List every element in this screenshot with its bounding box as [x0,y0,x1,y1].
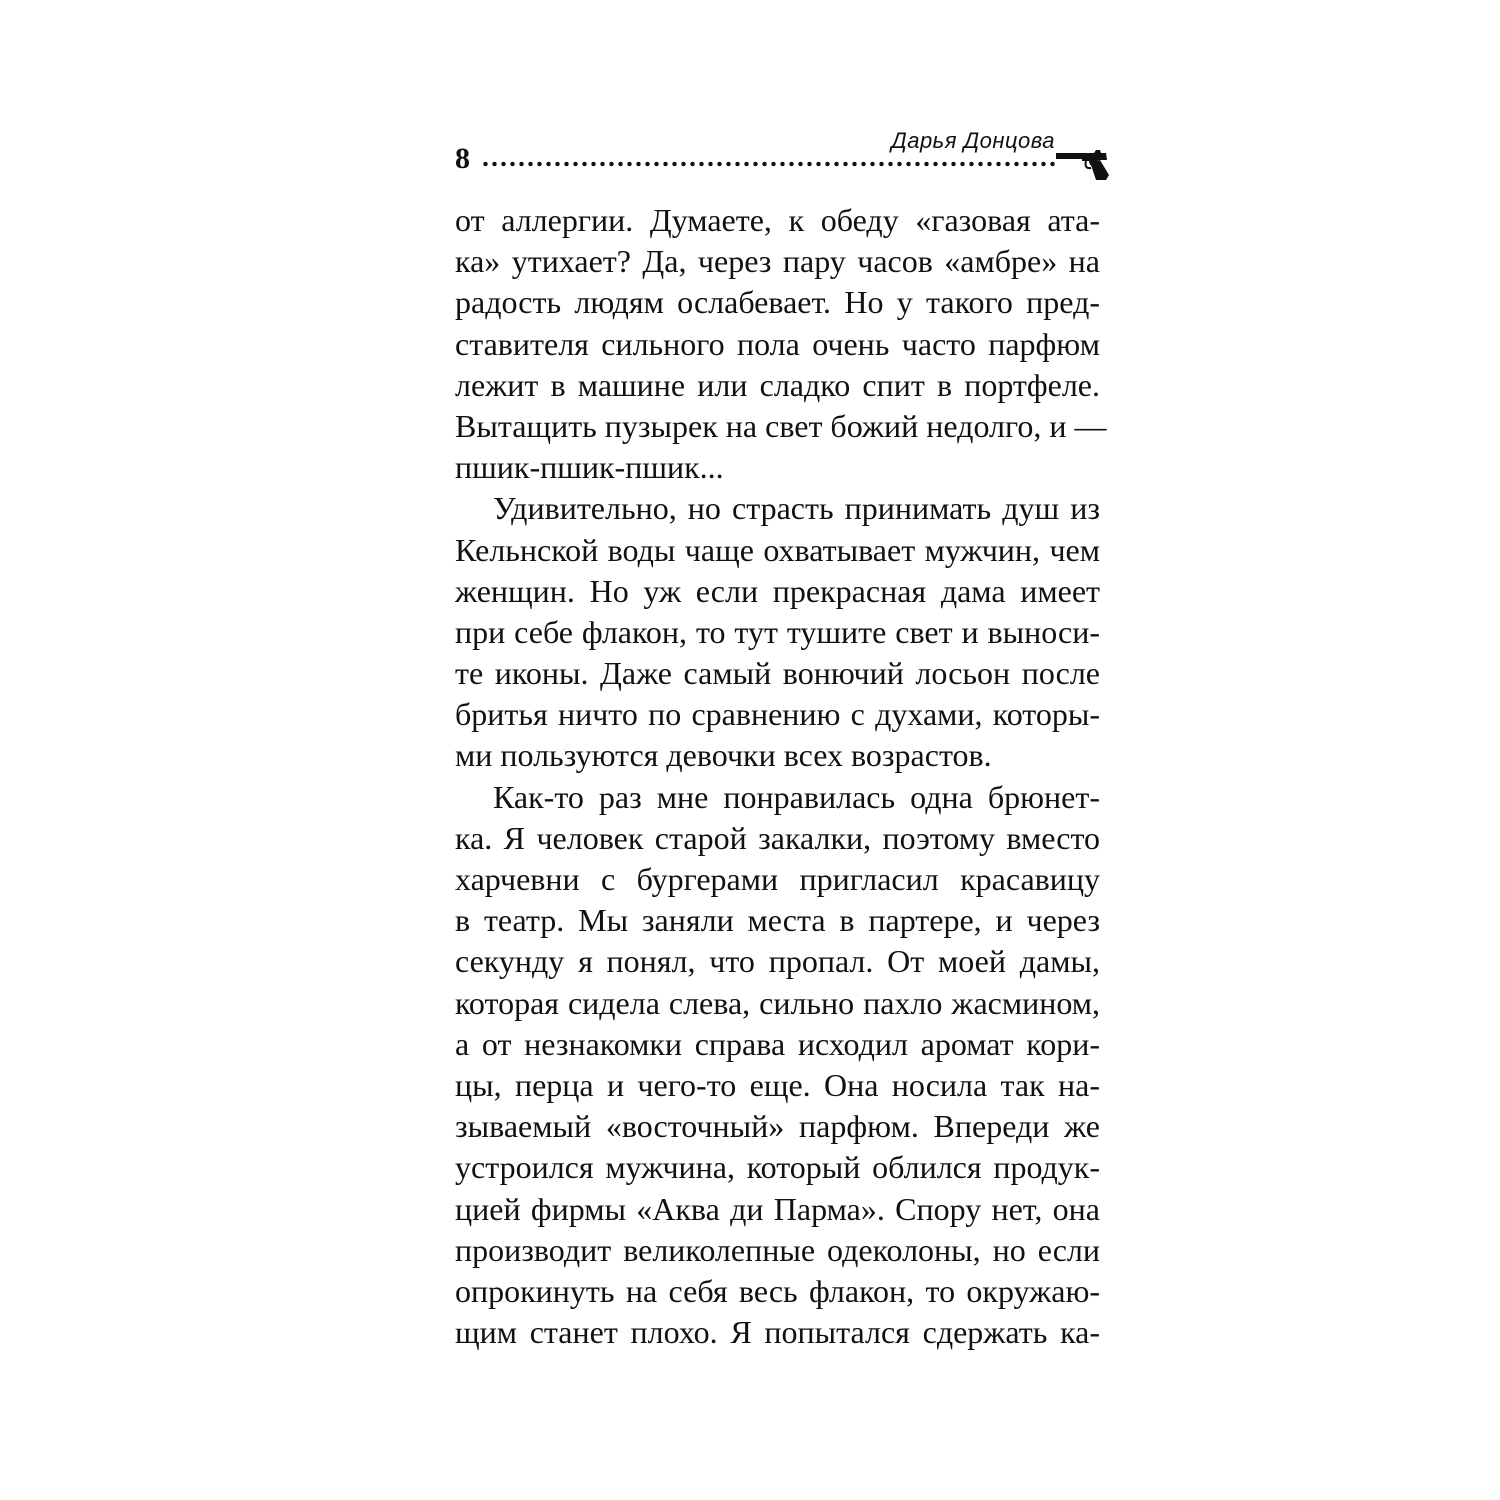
text-line: а от незнакомки справа исходил аромат кори- [455,1025,1100,1062]
text-line: зываемый «восточный» парфюм. Впереди же [455,1108,1100,1145]
text-line: радость людям ослабевает. Но у такого пред- [455,284,1100,321]
text-line: Кельнской воды чаще охватывает мужчин, чем [455,531,1100,568]
text-line: лежит в машине или сладко спит в портфеле. [455,366,1100,403]
paragraph [455,488,1100,776]
text-line: производит великолепные одеколоны, но если [455,1231,1100,1268]
paragraph [455,200,1107,488]
text-line: ми пользуются девочки всех возрастов. [455,737,992,774]
text-line: устроился мужчина, который облился продук- [455,1149,1100,1186]
text-line: пшик-пшик-пшик... [455,449,724,486]
text-line: женщин. Но уж если прекрасная дама имеет [455,572,1100,609]
text-line: цы, перца и чего-то еще. Она носила так на- [455,1066,1100,1103]
text-line: Удивительно, но страсть принимать душ из [493,490,1100,527]
author-name: Дарья Донцова [891,128,1055,153]
text-line: бритья ничто по сравнению с духами, которы- [455,696,1100,733]
text-line: секунду я понял, что пропал. От моей дамы, [455,943,1100,980]
text-line: опрокинуть на себя весь флакон, то окружаю- [455,1272,1100,1309]
text-line: от аллергии. Думаете, к обеду «газовая ата- [455,202,1100,238]
page-number: 8 [455,142,470,175]
book-page [455,120,1107,1370]
text-line: те иконы. Даже самый вонючий лосьон после [455,655,1100,692]
revolver-icon [1054,148,1112,182]
text-line: харчевни с бургерами пригласил красавицу [455,861,1100,897]
dotted-rule [481,160,1056,168]
running-header [455,120,1100,180]
text-line: ка. Я человек старой закалки, поэтому вместо [455,819,1100,856]
paragraph [455,777,1100,1354]
text-line: щим станет плохо. Я попытался сдержать ка- [455,1314,1100,1351]
text-line: Как-то раз мне понравилась одна брюнет- [493,778,1100,815]
text-line: цией фирмы «Аква ди Парма». Спору нет, она [455,1190,1100,1227]
body-text [455,200,1107,1353]
text-line: ставителя сильного пола очень часто парфюм [455,325,1100,362]
text-line: которая сидела слева, сильно пахло жасмином, [455,984,1100,1021]
text-line: при себе флакон, то тут тушите свет и выноси- [455,613,1100,650]
text-line: в театр. Мы заняли места в партере, и через [455,902,1100,939]
text-line: ка» утихает? Да, через пару часов «амбре» на [455,243,1100,280]
text-line: Вытащить пузырек на свет божий недолго, и — [455,407,1107,444]
